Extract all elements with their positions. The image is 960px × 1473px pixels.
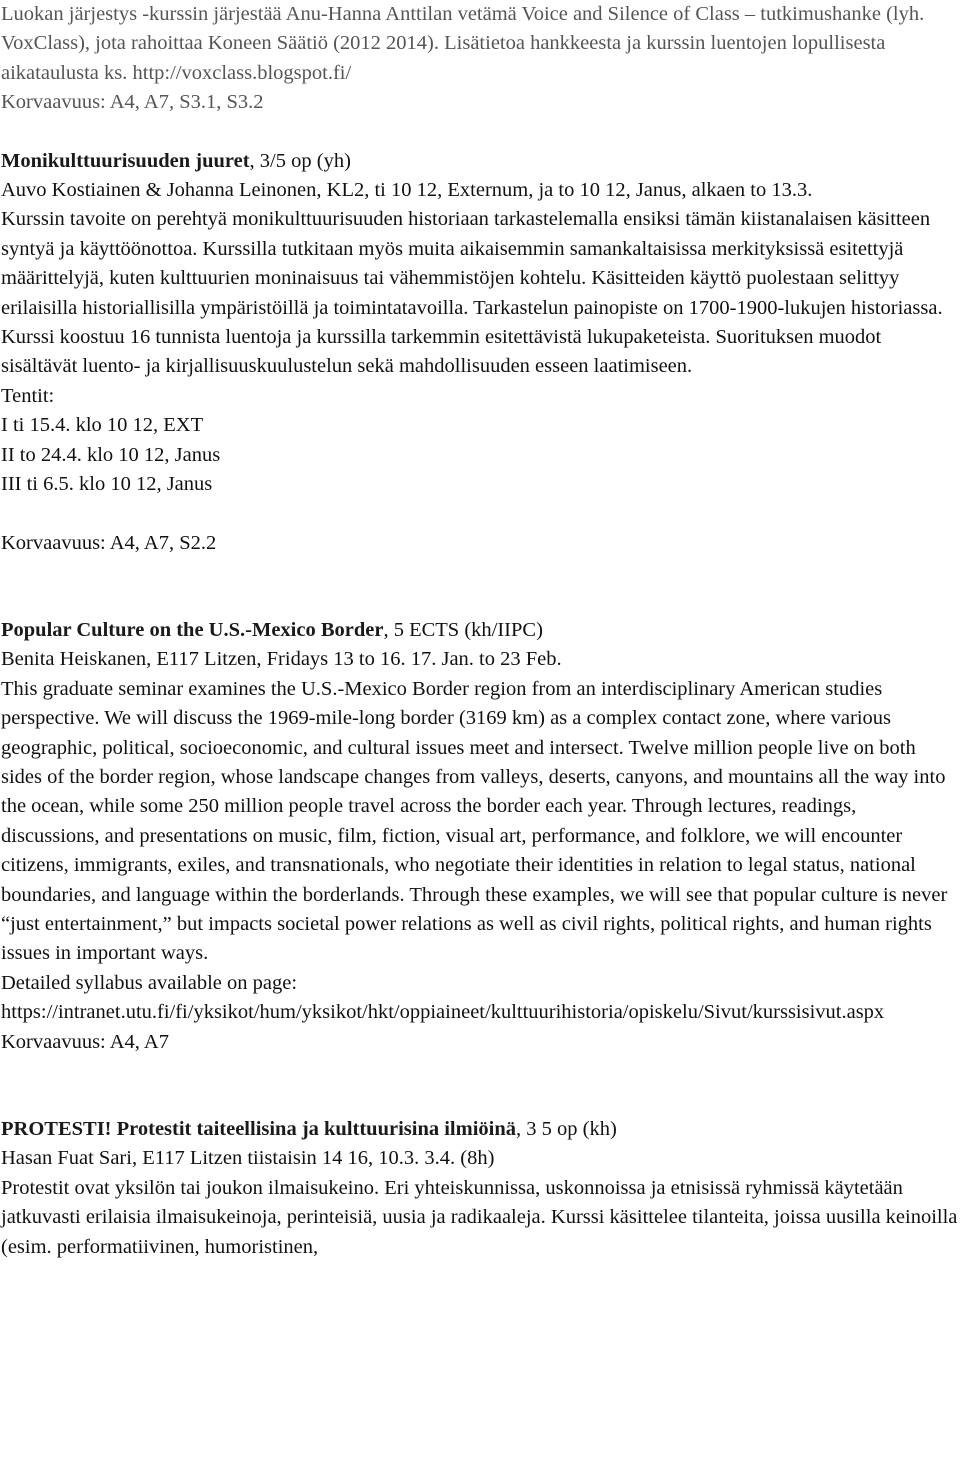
course-description: This graduate seminar examines the U.S.-Mexico Border region from an interdisciplinary American studies perspective. We will discuss the 1969-mile-long border (3169 km) as a complex contact zone, where various geographic, political, socioeconomic, and cultural issues meet and intersect. Twelve million people live on both sides of the border region, whose landscape changes from valleys, deserts, canyons, and mountains all the way into the ocean, while some 250 million people travel across the border each year. Through lectures, readings, discussions, and presentations on music, film, fiction, visual art, performance, and folklore, we will encounter citizens, immigrants, exiles, and transnationals, who negotiate their identities in relation to legal status, national boundaries, and language within the borderlands. Through these examples, we will see that popular culture is never “just entertainment,” but impacts societal power relations as well as civil rights, political rights, and human rights issues in important ways.	[1, 677, 948, 965]
spacer	[1, 118, 959, 147]
course-title: Monikulttuurisuuden juuret	[1, 149, 250, 172]
course-monikulttuurisuus	[1, 147, 959, 558]
syllabus-link[interactable]: https://intranet.utu.fi/fi/yksikot/hum/yksikot/hkt/oppiaineet/kulttuurihistoria/opiskelu/Sivut/kurssisivut.aspx	[1, 1001, 885, 1024]
course-description: Protestit ovat yksilön tai joukon ilmaisukeino. Eri yhteiskunnissa, uskonnoissa ja etnisissä ryhmissä käytetään jatkuvasti erilaisia ilmaisukeinoja, perinteisiä, uusia ja radikaaleja. Kurssi käsittelee tilanteita, joissa uusilla keinoilla (esim. performatiivinen, humoristinen,	[1, 1176, 958, 1258]
course-heading	[1, 616, 959, 645]
exam-item: II to 24.4. klo 10 12, Janus	[1, 443, 221, 466]
course-title: PROTESTI! Protestit taiteellisina ja kulttuurisina ilmiöinä	[1, 1118, 516, 1140]
syllabus-label: Detailed syllabus available on page:	[1, 971, 298, 994]
course-credits: , 3 5 op (kh)	[516, 1118, 617, 1140]
course-popular-culture	[1, 616, 959, 1057]
course-teachers: Hasan Fuat Sari, E117 Litzen tiistaisin 14 16, 10.3. 3.4. (8h)	[1, 1147, 495, 1170]
course-korvaavuus: Korvaavuus: A4, A7, S2.2	[1, 531, 217, 554]
course-protesti	[1, 1115, 959, 1262]
exam-item: III ti 6.5. klo 10 12, Janus	[1, 473, 213, 496]
course-credits: , 5 ECTS (kh/IIPC)	[383, 618, 543, 641]
course-heading	[1, 147, 959, 176]
course-title: Popular Culture on the U.S.-Mexico Border	[1, 618, 384, 641]
course-description: Kurssin tavoite on perehtyä monikulttuurisuuden historiaan tarkastelemalla ensiksi tämän kiistanalaisen käsitteen syntyä ja käyttöönottoa. Kurssilla tutkitaan myös muita aikaisemmin samankaltaisissa merkityksissä esitettyjä määrittelyjä, kuten kulttuurien moninaisuus tai vähemmistöjen kohtelu. Käsitteiden käyttö puolestaan selittyy erilaisilla historiallisilla ympäristöillä ja toimintatavoilla. Tarkastelun painopiste on 1700-1900-lukujen historiassa. Kurssi koostuu 16 tunnista luentoja ja kurssilla tarkemmin esitettävistä lukupaketeista. Suorituksen muodot sisältävät luento- ja kirjallisuuskuulustelun sekä mahdollisuuden esseen laatimiseen.	[1, 208, 943, 378]
course-korvaavuus: Korvaavuus: A4, A7	[1, 1030, 169, 1053]
exam-item: I ti 15.4. klo 10 12, EXT	[1, 414, 204, 437]
intro-korvaavuus: Korvaavuus: A4, A7, S3.1, S3.2	[1, 91, 264, 114]
course-credits: , 3/5 op (yh)	[249, 149, 351, 172]
course-teachers: Auvo Kostiainen & Johanna Leinonen, KL2, ti 10 12, Externum, ja to 10 12, Janus, alkaen to 13.3.	[1, 179, 813, 202]
spacer	[1, 558, 959, 616]
intro-paragraph: Luokan järjestys -kurssin järjestää Anu-Hanna Anttilan vetämä Voice and Silence of Class – tutkimushanke (lyh. VoxClass), jota rahoittaa Koneen Säätiö (2012 2014). Lisätietoa hankkeesta ja kurssin luentojen lopullisesta aikataulusta ks. http://voxclass.blogspot.fi/	[1, 3, 925, 84]
spacer	[1, 1057, 959, 1115]
course-teachers: Benita Heiskanen, E117 Litzen, Fridays 13 to 16. 17. Jan. to 23 Feb.	[1, 648, 562, 671]
exams-label: Tentit:	[1, 384, 55, 407]
spacer	[1, 500, 959, 529]
course-heading	[1, 1115, 959, 1144]
